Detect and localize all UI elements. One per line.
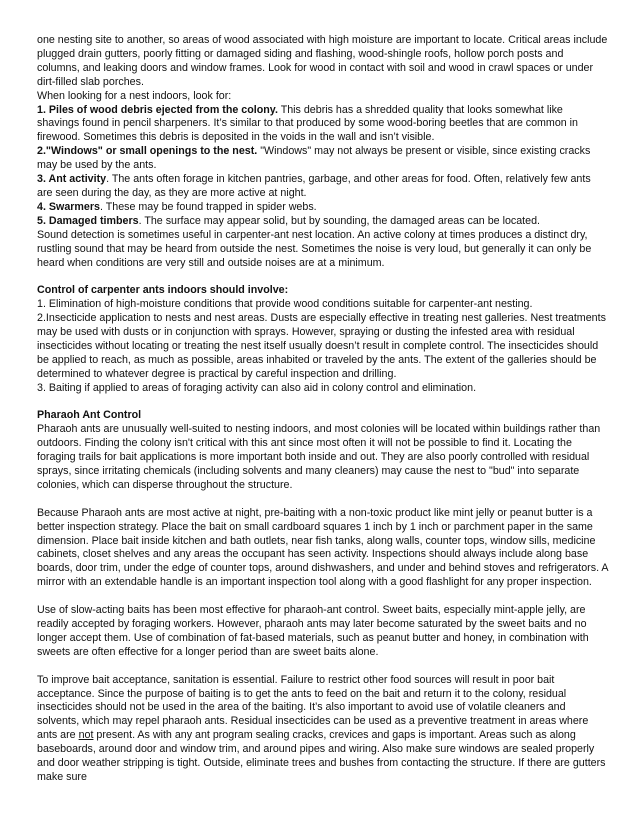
item-text: . The surface may appear solid, but by sounding, the damaged areas can be located. <box>138 214 541 227</box>
pharaoh-paragraph-2: Because Pharaoh ants are most active at night, pre-baiting with a non-toxic product like mint jelly or peanut butter is a better inspection strategy. Place the bait on small cardboard squares 1 inch by 1 inch or parchment paper in the same dimension. Place bait inside kitchen and bath outlets, near fish tanks, along walls, counter tops, window sills, medicine cabinets, closet shelves and any areas the occupant has seen activity. Inspections should always include along base boards, door trim, under the edge of counter tops, around dishwashers, and under and behind stoves and refrigerators. A mirror with an extendable handle is an important inspection tool along with a good flashlight for any proper inspection. <box>37 506 608 589</box>
sound-detection-paragraph: Sound detection is sometimes useful in carpenter-ant nest location. An active colony at times produces a distinct dry, rustling sound that may be heard from outside the nest. Sometimes the noise is very loud, but generally it can only be heard when conditions are very still and outside noises are at a minimum. <box>37 228 592 269</box>
item-text: "Windows" may not always be present or visible, since existing cracks may be used by the ants. <box>37 145 591 172</box>
control-item-2: 2.Insecticide application to nests and nest areas. Dusts are especially effective in treating nest galleries. Nest treatments may be used with dusts or in conjunction with sprays. However, spraying or dusting the infested area with residual insecticides without locating or treating the nest itself usually doesn’t result in complete control. The insecticides should be applied to reach, as much as possible, areas inhabited or traveled by the ants. The extent of the galleries should be determined to whatever degree is practical by careful inspection and drilling. <box>37 312 606 380</box>
look-for-item-3 <box>37 173 608 201</box>
spacer <box>37 270 608 284</box>
item-lead: 3. Ant activity <box>37 173 107 186</box>
look-for-item-5 <box>37 215 608 229</box>
control-heading: Control of carpenter ants indoors should involve: <box>37 284 289 297</box>
underlined-word: not <box>78 729 94 742</box>
look-for-intro: When looking for a nest indoors, look for: <box>37 89 232 102</box>
item-lead: 2."Windows" or small openings to the nest. <box>37 145 258 158</box>
paragraph-text: To improve bait acceptance, sanitation is essential. Failure to restrict other food sources will result in poor bait acceptance. Since the purpose of baiting is to get the ants to feed on the bait and return it to the colony, residual insecticides should not be used in the area of the baiting. It’s also important to avoid use of volatile cleaners and solvents, which may repel pharaoh ants. Residual insecticides can be used as a preventive treatment in areas where ants are <box>37 673 589 742</box>
pharaoh-paragraph-4 <box>37 674 608 785</box>
item-text: . These may be found trapped in spider webs. <box>99 200 317 213</box>
look-for-item-4 <box>37 201 608 215</box>
control-item-1: 1. Elimination of high-moisture conditions that provide wood conditions suitable for carpenter-ant nesting. <box>37 298 533 311</box>
item-text: This debris has a shredded quality that looks somewhat like shavings found in pencil sharpeners. It’s similar to that produced by some wood-boring beetles that are common in firewood. Sometimes this debris is deposited in the voids in the wall and isn’t visible. <box>37 103 579 144</box>
spacer <box>37 493 608 507</box>
item-lead: 4. Swarmers <box>37 200 100 213</box>
spacer <box>37 660 608 674</box>
control-item-3: 3. Baiting if applied to areas of foraging activity can also aid in colony control and elimination. <box>37 381 477 394</box>
look-for-item-2 <box>37 145 608 173</box>
item-text: . The ants often forage in kitchen pantries, garbage, and other areas for food. Often, relatively few ants are seen during the day, as they are more active at night. <box>37 173 591 199</box>
pharaoh-heading: Pharaoh Ant Control <box>37 409 142 422</box>
spacer <box>37 590 608 604</box>
spacer <box>37 396 608 410</box>
look-for-item-1 <box>37 104 608 146</box>
pharaoh-paragraph-1: Pharaoh ants are unusually well-suited to nesting indoors, and most colonies will be located within buildings rather than outdoors. Finding the colony isn't critical with this ant since most often it will not be possible to find it. Locating the foraging trails for bait applications is more important both inside and out. They are also poorly controlled with residual sprays, since irritating chemicals (including solvents and many cleaners) may cause the nest to "bud" into separate colonies, which can disperse throughout the structure. <box>37 423 601 491</box>
paragraph-text: present. As with any ant program sealing cracks, crevices and gaps is important. Areas such as along baseboards, around door and window trim, and around pipes and wiring. Also make sure windows are sealed properly and door weather stripping is tight. Outside, eliminate trees and bushes from contacting the structure. If there are gutters make sure <box>37 729 606 783</box>
item-lead: 5. Damaged timbers <box>37 214 139 227</box>
intro-paragraph: one nesting site to another, so areas of wood associated with high moisture are important to locate. Critical areas include plugged drain gutters, poorly fitting or damaged siding and flashing, wood-shingle roofs, hollow porch posts and columns, and leaking doors and window frames. Look for wood in contact with soil and wood in crawl spaces or under dirt-filled slab porches. <box>37 34 608 88</box>
item-lead: 1. Piles of wood debris ejected from the colony. <box>37 103 278 116</box>
pharaoh-paragraph-3: Use of slow-acting baits has been most effective for pharaoh-ant control. Sweet baits, especially mint-apple jelly, are readily accepted by foraging workers. However, pharaoh ants may later become saturated by the sweet baits and no longer accept them. Use of combination of fat-based materials, such as peanut butter and honey, in combination with sweets are often effective for a longer period than are sweet baits alone. <box>37 604 589 658</box>
